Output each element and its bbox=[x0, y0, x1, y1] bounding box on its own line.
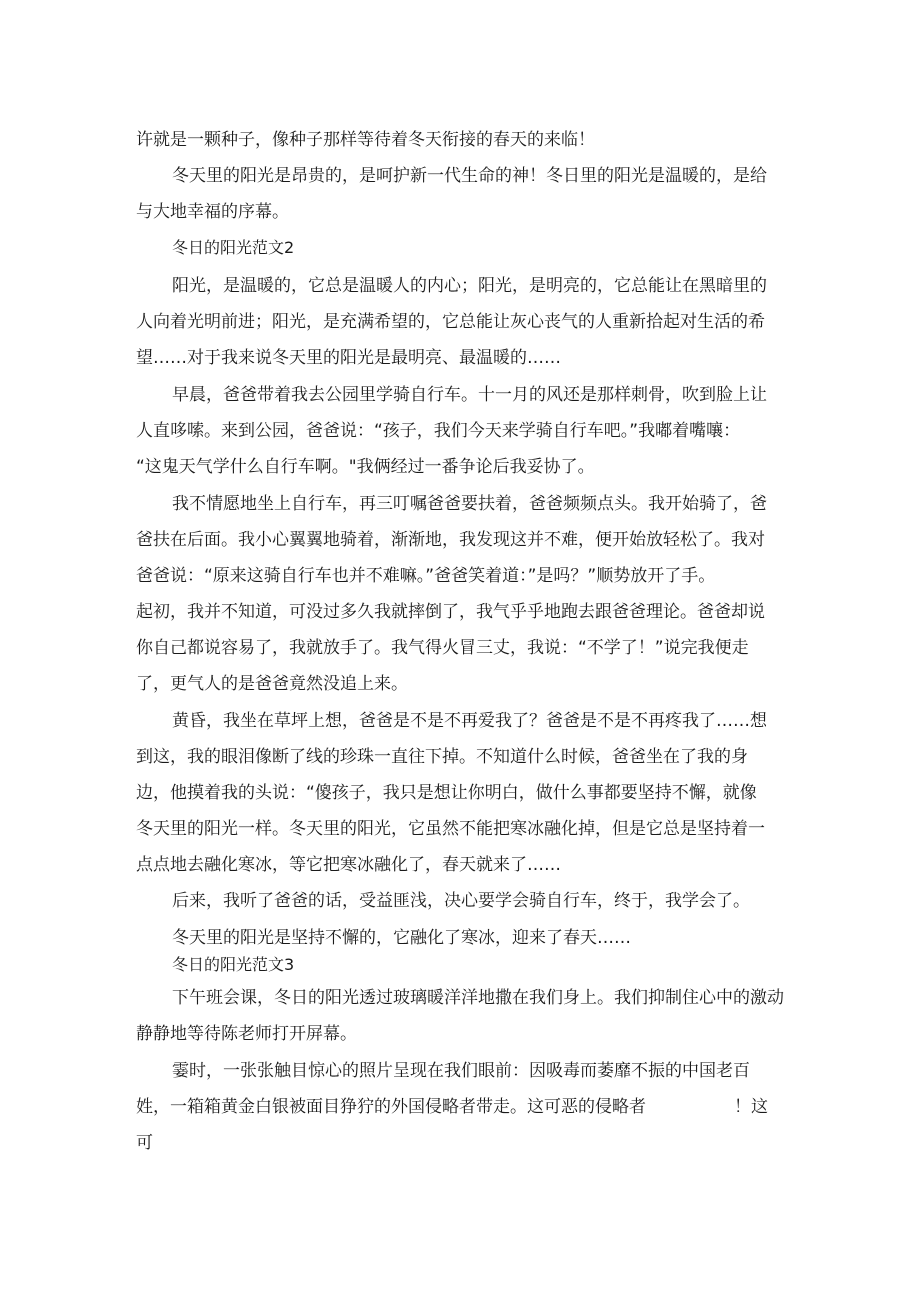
paragraph-3 bbox=[136, 268, 776, 376]
paragraph-5 bbox=[136, 486, 776, 702]
text-line: 起初，我并不知道，可没过多久我就摔倒了，我气乎乎地跑去跟爸爸理论。爸爸却说 bbox=[136, 602, 765, 622]
text-line: 冬天里的阳光是昂贵的，是呵护新一代生命的神！冬日里的阳光是温暖的，是给 bbox=[172, 166, 767, 186]
paragraph-2 bbox=[136, 158, 776, 230]
text-line: 爸爸说：“原来这骑自行车也并不难嘛。”爸爸笑着道：”是吗？”顺势放开了手。 bbox=[136, 566, 716, 586]
text-line: 下午班会课，冬日的阳光透过玻璃暖洋洋地撒在我们身上。我们抑制住心中的激动 bbox=[172, 988, 784, 1008]
text-fragment: ！这 bbox=[734, 1097, 768, 1117]
text-line: 阳光，是温暖的，它总是温暖人的内心；阳光，是明亮的，它总能让在黑暗里的 bbox=[172, 276, 767, 296]
text-line: 黄昏，我坐在草坪上想，爸爸是不是不再爱我了？爸爸是不是不再疼我了……想 bbox=[172, 711, 767, 731]
text-line: 我不情愿地坐上自行车，再三叮嘱爸爸要扶着，爸爸频频点头。我开始骑了，爸 bbox=[172, 494, 767, 514]
paragraph-9 bbox=[136, 980, 784, 1052]
text-line: “这鬼天气学什么自行车啊。"我俩经过一番争论后我妥协了。 bbox=[136, 457, 595, 477]
paragraph-6 bbox=[136, 703, 776, 883]
text-line: 与大地幸福的序幕。 bbox=[136, 202, 289, 222]
text-line: 冬天里的阳光一样。冬天里的阳光，它虽然不能把寒冰融化掉，但是它总是坚持着一 bbox=[136, 819, 765, 839]
text-line: 边，他摸着我的头说：“傻孩子，我只是想让你明白，做什么事都要坚持不懈，就像 bbox=[136, 783, 757, 803]
text-line: 许就是一颗种子，像种子那样等待着冬天衔接的春天的来临！ bbox=[136, 130, 595, 150]
paragraph-4 bbox=[136, 377, 776, 485]
text-line: 爸扶在后面。我小心翼翼地骑着，渐渐地，我发现这并不难，便开始放轻松了。我对 bbox=[136, 530, 765, 550]
section-heading-2: 冬日的阳光范文2 bbox=[172, 238, 295, 257]
text-line: 后来，我听了爸爸的话，受益匪浅，决心要学会骑自行车，终于，我学会了。 bbox=[172, 891, 750, 911]
text-line: 到这，我的眼泪像断了线的珍珠一直往下掉。不知道什么时候，爸爸坐在了我的身 bbox=[136, 747, 748, 767]
paragraph-7 bbox=[136, 883, 776, 919]
text-line: 人向着光明前进；阳光，是充满希望的，它总能让灰心丧气的人重新拾起对生活的希 bbox=[136, 312, 765, 332]
text-line: 早晨，爸爸带着我去公园里学骑自行车。十一月的风还是那样刺骨，吹到脸上让 bbox=[172, 385, 767, 405]
text-line: 冬天里的阳光是坚持不懈的，它融化了寒冰，迎来了春天…… bbox=[172, 928, 631, 948]
section-heading-3: 冬日的阳光范文3 bbox=[172, 955, 295, 974]
paragraph-10 bbox=[136, 1053, 776, 1161]
text-line: 静静地等待陈老师打开屏幕。 bbox=[136, 1024, 357, 1044]
text-line: 霎时，一张张触目惊心的照片呈现在我们眼前：因吸毒而萎靡不振的中国老百 bbox=[172, 1061, 750, 1081]
text-line: 人直哆嗦。来到公园，爸爸说：“孩子，我们今天来学骑自行车吧。”我嘟着嘴嚷： bbox=[136, 421, 741, 441]
text-line: 了，更气人的是爸爸竟然没追上来。 bbox=[136, 674, 408, 694]
text-line: 可 bbox=[136, 1133, 153, 1153]
text-line: 点点地去融化寒冰，等它把寒冰融化了，春天就来了…… bbox=[136, 855, 561, 875]
paragraph-1 bbox=[136, 122, 776, 158]
text-line: 望……对于我来说冬天里的阳光是最明亮、最温暖的…… bbox=[136, 348, 561, 368]
text-line: 你自己都说容易了，我就放手了。我气得火冒三丈，我说：“不学了！”说完我便走 bbox=[136, 638, 749, 658]
text-fragment: 姓，一箱箱黄金白银被面目狰狞的外国侵略者带走。这可恶的侵略者 bbox=[136, 1097, 646, 1117]
text-line bbox=[136, 1089, 776, 1125]
